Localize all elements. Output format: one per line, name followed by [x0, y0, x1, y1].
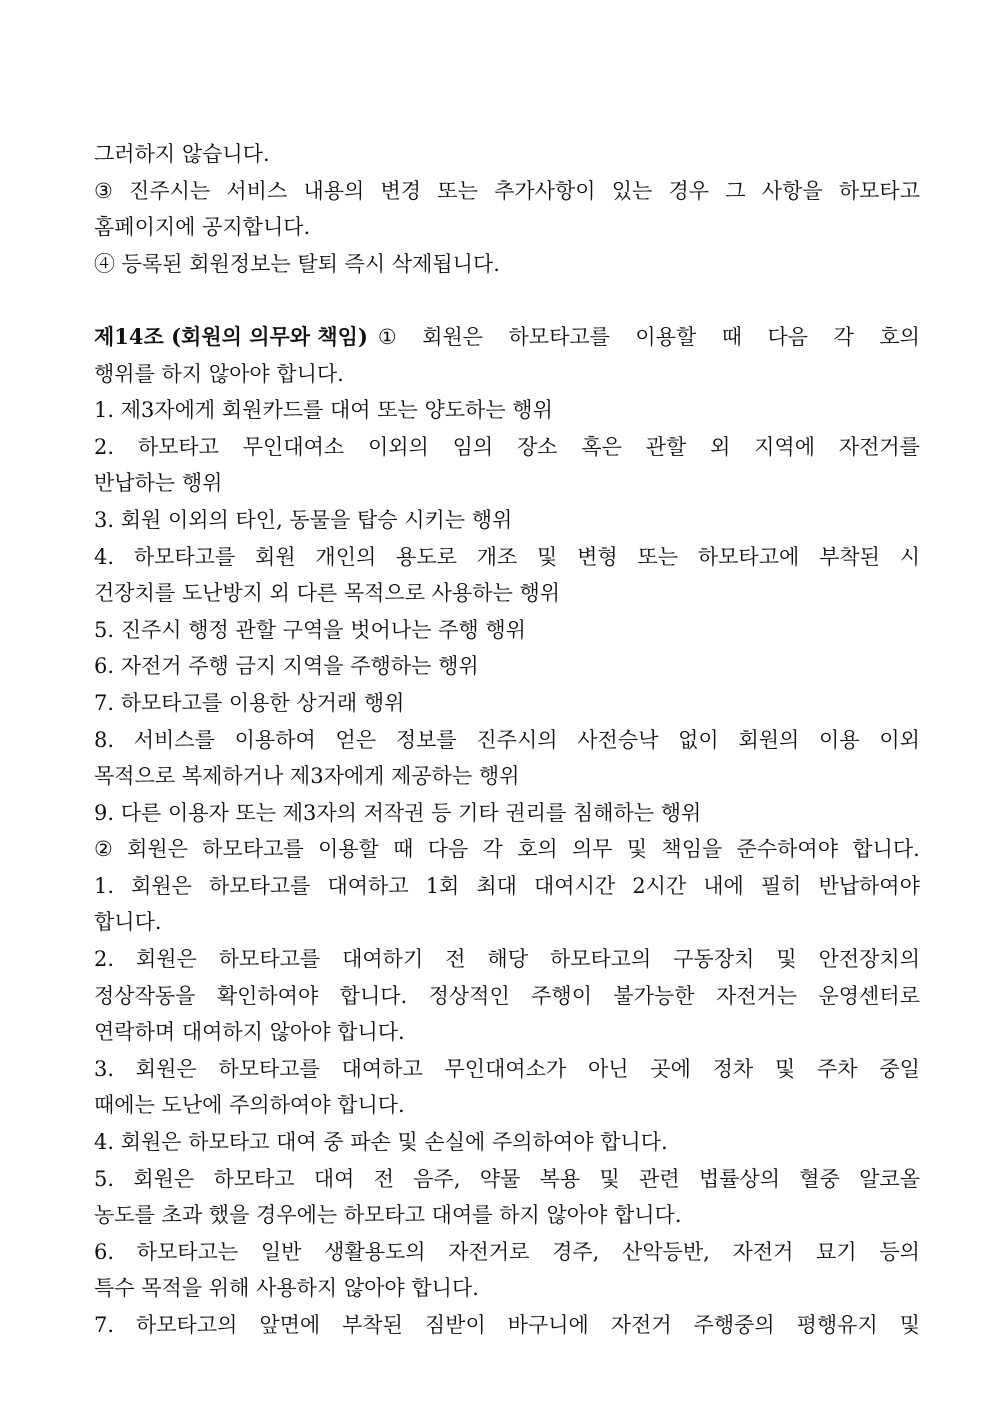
text-line: ④ 등록된 회원정보는 탈퇴 즉시 삭제됩니다.	[94, 251, 500, 276]
word: 자전거는	[715, 983, 798, 1008]
word: 하모타고의	[135, 1313, 238, 1337]
word: 이용하여	[234, 727, 316, 752]
word: 하모타고를	[218, 1056, 320, 1081]
text-line: 특수 목적을 위해 사용하지 않아야 합니다.	[94, 1276, 479, 1301]
text-line: 홈페이지에 공지합니다.	[94, 215, 311, 240]
word: 회원	[255, 544, 296, 569]
word: 장소	[516, 434, 558, 459]
word: 변경	[380, 178, 422, 203]
word: 및	[899, 1313, 920, 1337]
word: 하모타고의	[549, 947, 652, 972]
word: 이용할	[317, 837, 379, 862]
list-item: 7. 하모타고를 이용한 상거래 행위	[94, 690, 405, 715]
word: ②	[94, 837, 113, 862]
word: 또는	[637, 544, 679, 569]
word: 이용할	[635, 324, 697, 349]
word: 확인하여야	[216, 983, 319, 1008]
word: 준수하여야	[736, 837, 838, 862]
word: 서비스	[226, 178, 288, 203]
list-item	[94, 722, 920, 759]
article-heading: 제14조 (회원의 의무와 책임)	[94, 323, 368, 349]
word: 아닌	[587, 1056, 629, 1081]
word: 정상적인	[428, 983, 510, 1008]
list-item: 3. 회원 이외의 타인, 동물을 탑승 시키는 행위	[94, 507, 513, 532]
word: 없이	[678, 727, 719, 752]
word: 각	[482, 837, 503, 862]
word: 사전승낙	[577, 727, 659, 752]
word: 구동장치	[673, 947, 755, 972]
word: 그	[725, 178, 746, 203]
word: 및	[599, 1166, 620, 1191]
word: 3.	[94, 1056, 115, 1081]
word: 주행중의	[693, 1313, 775, 1337]
word: 합니다.	[852, 837, 920, 862]
word: 회원은	[133, 1166, 195, 1191]
article-14-heading-line	[94, 319, 920, 356]
word: 2시간	[632, 873, 687, 898]
article-text	[378, 319, 920, 356]
word: 회원은	[131, 873, 192, 898]
word: 이외	[879, 727, 920, 752]
word: 필히	[760, 873, 802, 898]
word: 관련	[639, 1166, 680, 1191]
list-item: 1. 제3자에게 회원카드를 대여 또는 양도하는 행위	[94, 398, 553, 423]
word: 대여하기	[342, 947, 424, 972]
word: 약물	[479, 1166, 521, 1191]
word: 추가사항이	[494, 178, 596, 203]
text-line	[94, 978, 920, 1015]
word: 일반	[260, 1239, 302, 1264]
word: 임의	[452, 434, 494, 459]
word: 하모타고는	[136, 1239, 239, 1264]
word: 하모타고를	[133, 544, 236, 569]
word: 부착된	[342, 1313, 403, 1337]
list-item	[94, 429, 920, 466]
word: 사항을	[761, 178, 823, 203]
word: 하모타고	[213, 1166, 295, 1191]
word: 산악등반,	[622, 1239, 710, 1264]
word: 책임을	[661, 837, 723, 862]
word: 회원은	[135, 947, 197, 972]
word: 정차	[712, 1056, 754, 1081]
word: 묘기	[816, 1239, 857, 1264]
list-item: 6. 자전거 주행 금지 지역을 주행하는 행위	[94, 654, 479, 679]
word: 지역에	[754, 434, 815, 459]
word: 및	[776, 947, 797, 972]
list-item	[94, 1234, 920, 1271]
word: 자전거를	[838, 434, 920, 459]
word: 주행이	[531, 983, 592, 1008]
paragraph-gap	[94, 282, 920, 319]
word: 이외의	[367, 434, 429, 459]
word: 용도로	[396, 544, 457, 569]
text-line: 합니다.	[94, 910, 162, 935]
list-item: 9. 다른 이용자 또는 제3자의 저작권 등 기타 권리를 침해하는 행위	[94, 800, 702, 825]
word: 안전장치의	[818, 947, 920, 972]
word: 7.	[94, 1313, 115, 1337]
word: 변형	[577, 544, 618, 569]
word: 법률상의	[698, 1166, 781, 1191]
word: 곳에	[650, 1056, 691, 1081]
word: 반납하여야	[818, 873, 920, 898]
list-item: 4. 회원은 하모타고 대여 중 파손 및 손실에 주의하여야 합니다.	[94, 1130, 668, 1155]
text-line: 건장치를 도난방지 외 다른 목적으로 사용하는 행위	[94, 581, 561, 606]
word: 운영센터로	[818, 983, 920, 1008]
word: 시	[899, 544, 920, 569]
word: 전	[445, 947, 466, 972]
word: 하모타고	[838, 178, 920, 203]
word: 무인대여소가	[444, 1056, 567, 1081]
word: 무인대여소	[242, 434, 345, 459]
word: 평행유지	[796, 1313, 878, 1337]
word: 복용	[539, 1166, 581, 1191]
word: 개조	[476, 544, 518, 569]
word: 혈중	[799, 1166, 840, 1191]
text-line: 농도를 초과 했을 경우에는 하모타고 대여를 하지 않아야 합니다.	[94, 1203, 682, 1228]
document-body	[94, 136, 920, 1344]
text-line: 반납하는 행위	[94, 471, 223, 496]
word: 또는	[437, 178, 478, 203]
word: 알코올	[859, 1166, 920, 1191]
word: 회원은	[422, 324, 484, 349]
word: 8.	[94, 727, 115, 752]
word: 경우	[668, 178, 710, 203]
list-item	[94, 1161, 920, 1198]
list-item	[94, 941, 920, 978]
word: 부착된	[819, 544, 880, 569]
word: 음주,	[413, 1166, 461, 1191]
word: 진주시는	[129, 178, 211, 203]
word: 2.	[94, 947, 115, 972]
word: 진주시의	[476, 727, 558, 752]
word: 전	[373, 1166, 394, 1191]
word: 각	[833, 324, 854, 349]
word: 의무	[571, 837, 613, 862]
word: 자전거	[732, 1239, 794, 1264]
word: 등의	[879, 1239, 920, 1264]
word: 대여	[313, 1166, 355, 1191]
word: 자전거로	[448, 1239, 530, 1264]
word: 다음	[767, 324, 809, 349]
word: 및	[774, 1056, 796, 1081]
word: 대여하고	[341, 1056, 423, 1081]
word: 대여시간	[534, 873, 616, 898]
word: 짐받이	[424, 1313, 486, 1337]
word: 불가능한	[613, 983, 695, 1008]
word: 생활용도의	[324, 1239, 426, 1264]
list-item	[94, 539, 920, 576]
word: 외	[710, 434, 731, 459]
word: ③	[94, 178, 113, 203]
word: 및	[537, 544, 558, 569]
text-line: 목적으로 복제하거나 제3자에게 제공하는 행위	[94, 764, 520, 789]
word: 1회	[425, 873, 460, 898]
word: 중일	[879, 1056, 920, 1081]
list-item	[94, 1307, 920, 1344]
text-line: 때에는 도난에 주의하여야 합니다.	[94, 1093, 405, 1118]
word: 5.	[94, 1166, 115, 1191]
list-item	[94, 1051, 920, 1088]
word: 및	[626, 837, 648, 862]
word: 회원의	[738, 727, 800, 752]
word: 혹은	[581, 434, 622, 459]
word: 있는	[611, 178, 653, 203]
word: 정상작동을	[94, 983, 196, 1008]
word: 하모타고에	[697, 544, 800, 569]
word: 회원은	[127, 837, 188, 862]
word: 6.	[94, 1239, 115, 1264]
word: 서비스를	[133, 727, 215, 752]
word: 앞면에	[259, 1313, 321, 1337]
word: 4.	[94, 544, 115, 569]
word: 때	[393, 837, 414, 862]
word: 호의	[517, 837, 558, 862]
word: 주차	[817, 1056, 858, 1081]
word: 경주,	[552, 1239, 600, 1264]
text-line	[94, 831, 920, 868]
word: 하모타고를	[508, 324, 610, 349]
word: 최대	[476, 873, 517, 898]
word: 해당	[487, 947, 528, 972]
word: 하모타고	[137, 434, 219, 459]
word: 하모타고를	[209, 873, 311, 898]
word: 정보를	[395, 727, 457, 752]
word: 얻은	[335, 727, 377, 752]
word: 관할	[645, 434, 687, 459]
word: 바구니에	[507, 1313, 589, 1337]
word: 개인의	[315, 544, 377, 569]
word: 때	[721, 324, 743, 349]
word: 하모타고를	[218, 947, 321, 972]
word: 대여하고	[327, 873, 409, 898]
list-item	[94, 868, 920, 905]
word: 이용	[819, 727, 860, 752]
word: 1.	[94, 873, 115, 898]
word: 내용의	[303, 178, 365, 203]
word: ①	[377, 324, 397, 349]
text-line	[94, 173, 920, 210]
word: 하모타고를	[202, 837, 304, 862]
word: 자전거	[610, 1313, 672, 1337]
text-line: 연락하며 대여하지 않아야 합니다.	[94, 1020, 405, 1045]
word: 내에	[703, 873, 744, 898]
word: 호의	[879, 324, 920, 349]
text-line: 그러하지 않습니다.	[94, 142, 270, 166]
list-item: 5. 진주시 행정 관할 구역을 벗어나는 주행 행위	[94, 617, 526, 642]
word: 2.	[94, 434, 115, 459]
word: 합니다.	[339, 983, 408, 1008]
text-line: 행위를 하지 않아야 합니다.	[94, 361, 344, 386]
word: 다음	[427, 837, 469, 862]
word: 회원은	[135, 1056, 197, 1081]
